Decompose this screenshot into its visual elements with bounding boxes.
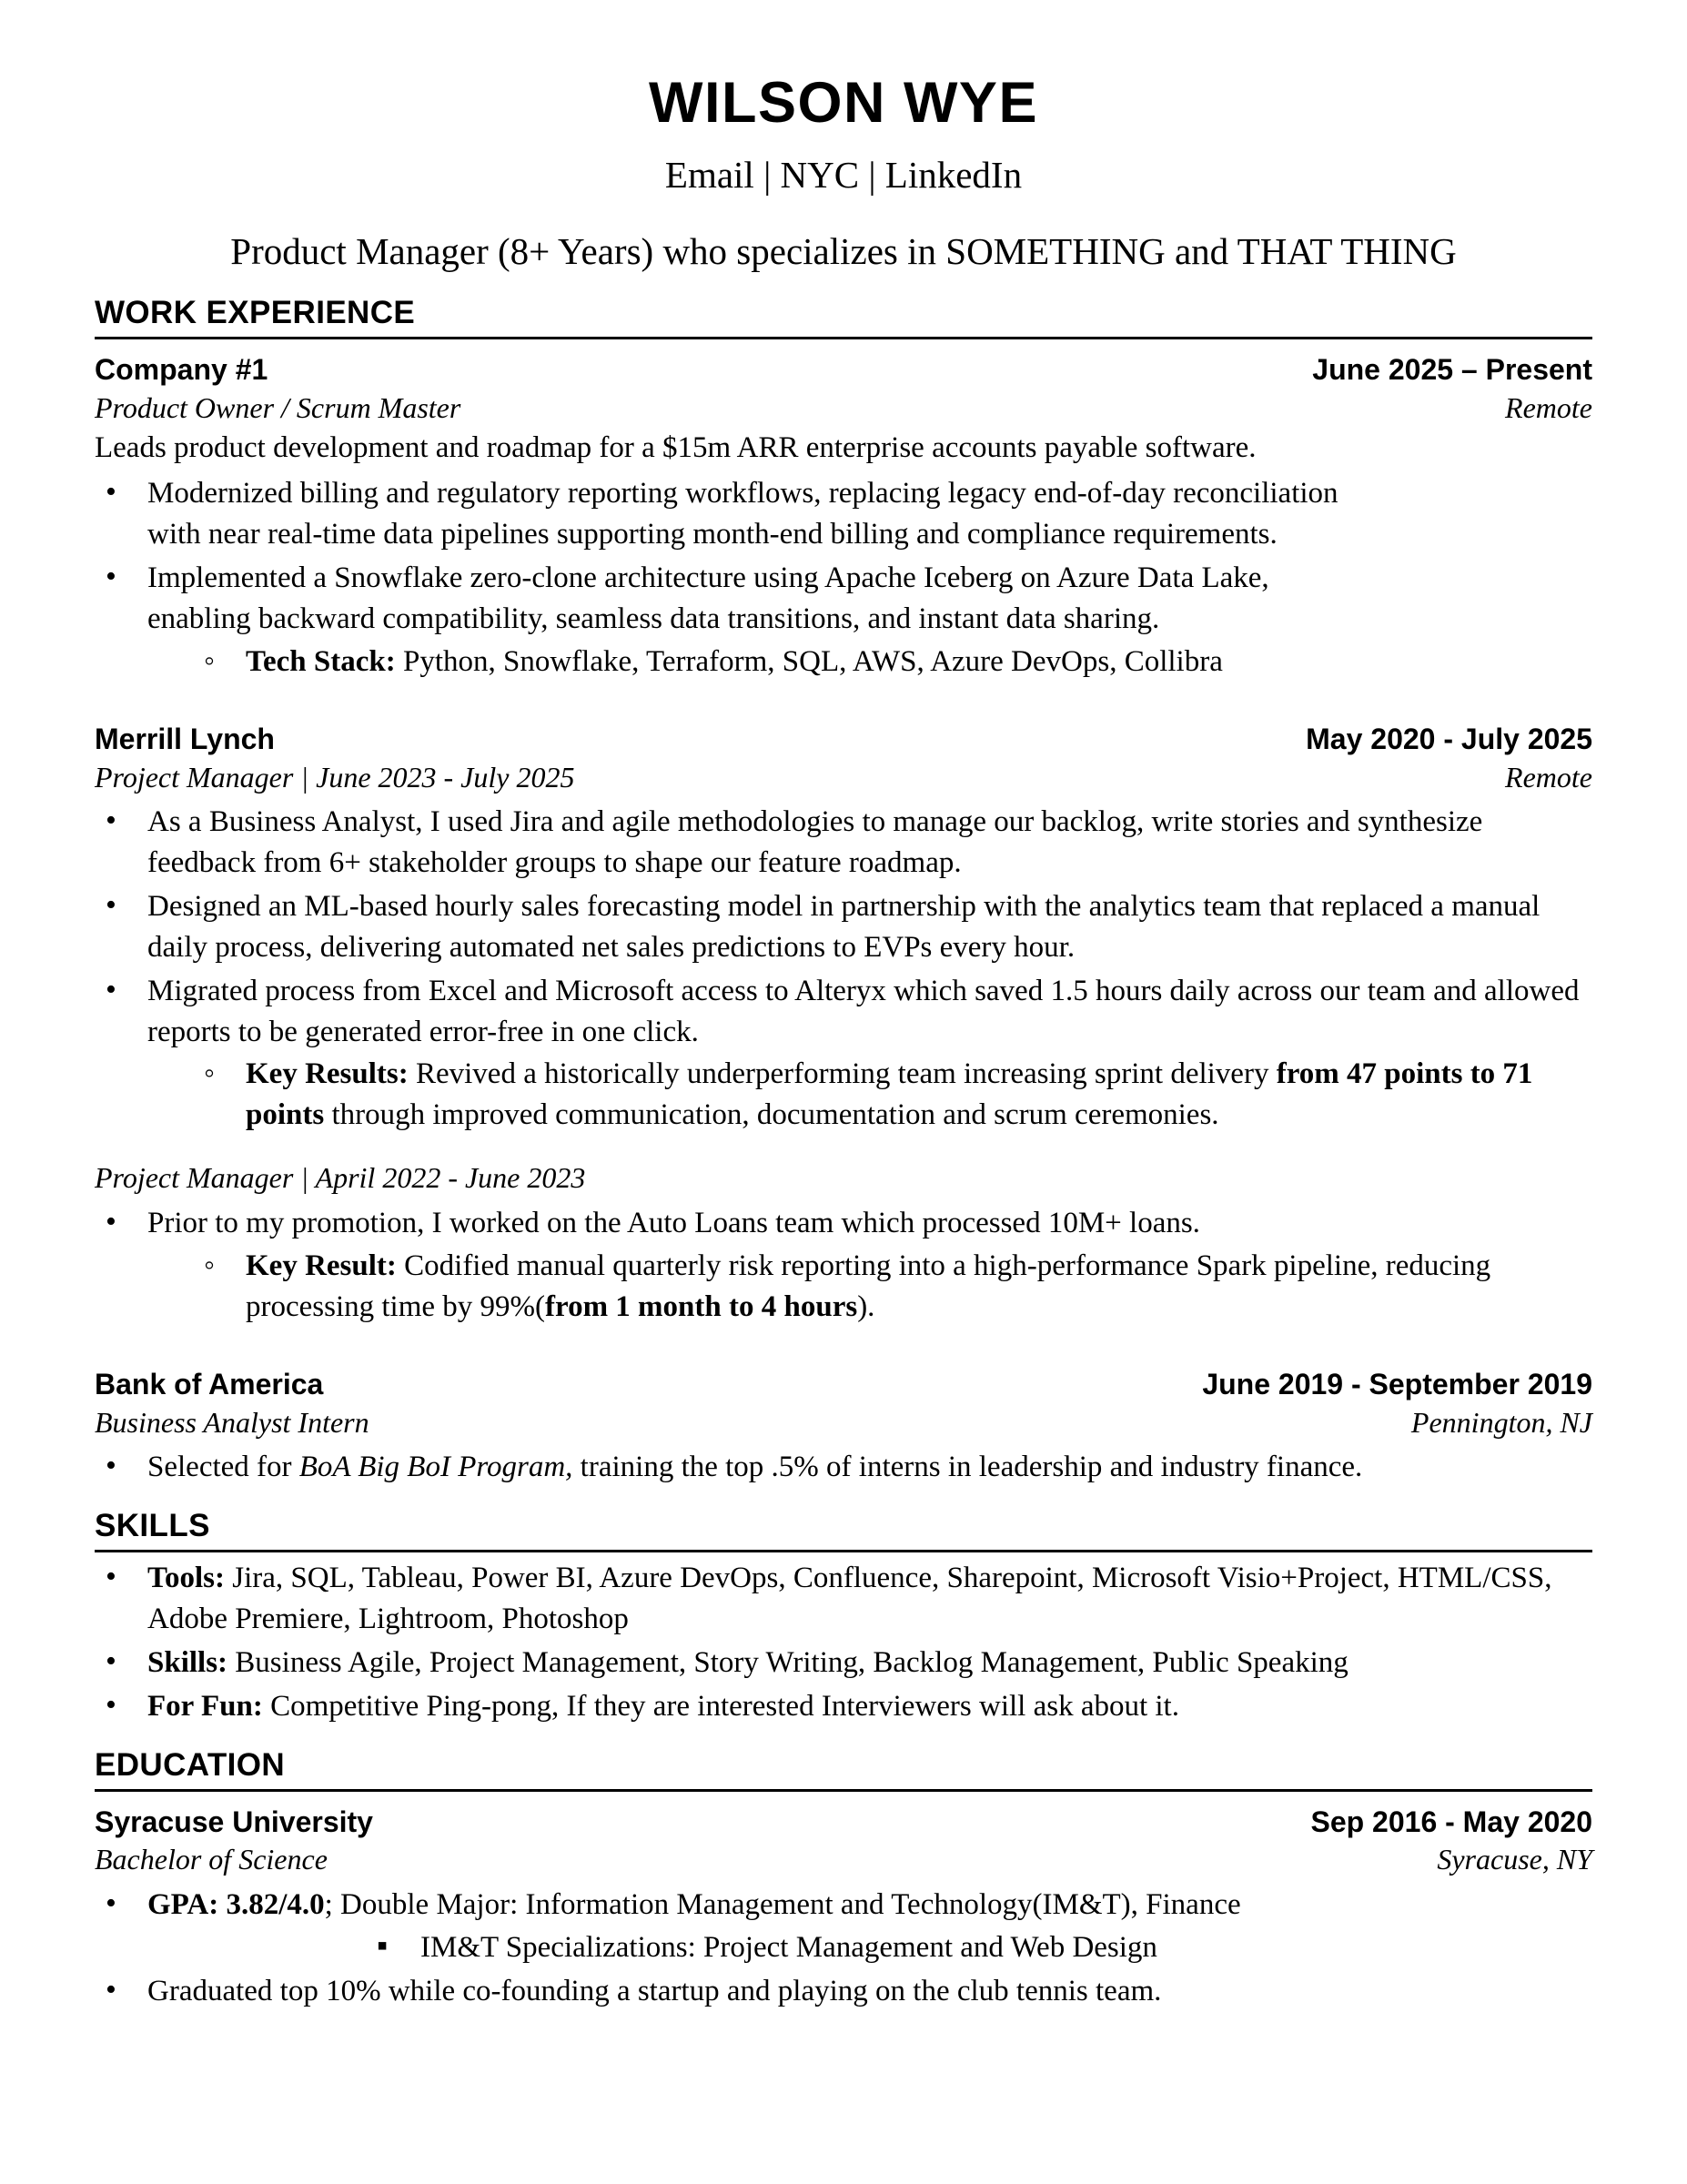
list-item: [95, 473, 1592, 555]
gpa-label: GPA: 3.82/4.0: [147, 1887, 325, 1921]
section-title-education: EDUCATION: [95, 1746, 286, 1783]
section-work-experience: [95, 295, 1592, 1488]
resume-header: [95, 73, 1592, 275]
bullet-text-line2: enabling backward compatibility, seamless data transitions, and instant data sharing.: [147, 602, 1160, 635]
employer-name: Merrill Lynch: [95, 723, 275, 756]
job-summary: Leads product development and roadmap for a $15m ARR enterprise accounts payable software.: [95, 431, 1257, 465]
bullet-text: Prior to my promotion, I worked on the Auto Loans team which processed 10M+ loans.: [147, 1206, 1200, 1239]
list-item: [95, 1643, 1592, 1684]
list-item: [147, 642, 1592, 682]
tools-value: Jira, SQL, Tableau, Power BI, Azure DevOps, Confluence, Sharepoint, Microsoft Visio+Project, HTML/CSS, Adobe Premiere, Lightroom, Photoshop: [147, 1562, 1552, 1636]
education-entry-syracuse: [95, 1803, 1592, 2011]
section-education: [95, 1747, 1592, 2012]
job-bullet-list: [95, 473, 1592, 682]
employment-period: June 2019 - September 2019: [1202, 1368, 1592, 1401]
program-name: BoA Big BoI Program,: [298, 1451, 573, 1484]
list-item: [147, 1054, 1592, 1136]
section-title-work-experience: WORK EXPERIENCE: [95, 295, 416, 331]
bullet-text-part1: Selected for: [147, 1451, 299, 1484]
key-result-highlight: from 1 month to 4 hours: [545, 1289, 858, 1323]
key-result-label: Key Result:: [246, 1249, 397, 1282]
for-fun-value: Competitive Ping-pong, If they are interested Interviewers will ask about it.: [270, 1690, 1179, 1723]
skills-value: Business Agile, Project Management, Story Writing, Backlog Management, Public Speaking: [235, 1646, 1349, 1680]
job-title: Product Owner / Scrum Master: [95, 390, 461, 424]
job-location: Remote: [1505, 390, 1592, 424]
job-bullet-list: [95, 802, 1592, 1136]
job-sub-bullet-list: [147, 1246, 1592, 1328]
education-bullet-list: [95, 1885, 1592, 2012]
job-entry-company1: [95, 350, 1592, 682]
for-fun-label: For Fun:: [147, 1690, 263, 1723]
education-period: Sep 2016 - May 2020: [1310, 1805, 1592, 1839]
major-text: ; Double Major: Information Management and Technology(IM&T), Finance: [324, 1887, 1241, 1921]
job-bullet-list-previous-role: [95, 1203, 1592, 1328]
skills-label: Skills:: [147, 1646, 228, 1680]
section-title-skills: SKILLS: [95, 1508, 210, 1544]
list-item: [95, 971, 1592, 1137]
employment-period: June 2025 – Present: [1312, 353, 1592, 387]
list-item: [95, 1203, 1592, 1328]
list-item: ▪ IM&T Specializations: Project Management and Web Design: [147, 1927, 1592, 1968]
education-subheader-row: [95, 1841, 1592, 1879]
contact-line: Email | NYC | LinkedIn: [664, 153, 1023, 196]
key-results-text-part2: through improved communication, documentation and scrum ceremonies.: [324, 1098, 1219, 1132]
tech-stack-value: Python, Snowflake, Terraform, SQL, AWS, Azure DevOps, Collibra: [402, 644, 1223, 678]
bullet-text-line1: Modernized billing and regulatory reporting workflows, replacing legacy end-of-day reconciliation: [147, 477, 1338, 510]
bullet-text-line1: Implemented a Snowflake zero-clone architecture using Apache Iceberg on Azure Data Lake,: [147, 561, 1269, 594]
key-result-text-part2: ).: [857, 1289, 875, 1323]
job-location: Remote: [1505, 760, 1592, 794]
job-subheader-row: [95, 759, 1592, 797]
spacer: [95, 1327, 1592, 1354]
job-sub-bullet-list: [147, 1054, 1592, 1136]
job-title: Business Analyst Intern: [95, 1405, 369, 1439]
spacer: [95, 682, 1592, 709]
key-results-label: Key Results:: [246, 1057, 409, 1091]
key-result-text-part1: Codified manual quarterly risk reporting into a high-performance Spark pipeline, reducing processing time by 99%(: [246, 1249, 1491, 1323]
list-item: [95, 1885, 1592, 1968]
job-location: Pennington, NJ: [1410, 1405, 1592, 1439]
job-entry-merrill-lynch: [95, 720, 1592, 1327]
bullet-text-line2: with near real-time data pipelines supporting month-end billing and compliance requirements.: [147, 517, 1278, 551]
list-item: [95, 558, 1592, 682]
degree-name: Bachelor of Science: [95, 1843, 328, 1876]
job-title: Project Manager | June 2023 - July 2025: [95, 760, 575, 794]
section-divider-education: [95, 1789, 1592, 1792]
job-header-row: [95, 720, 1592, 758]
job-subheader-row: [95, 389, 1592, 428]
employment-period: May 2020 - July 2025: [1306, 723, 1592, 756]
school-name: Syracuse University: [95, 1805, 373, 1839]
list-item: • Designed an ML-based hourly sales forecasting model in partnership with the analytics team that replaced a manual daily process, delivering automated net sales predictions to EVPs every hour.: [95, 886, 1592, 968]
list-item: [95, 1447, 1592, 1488]
section-skills: [95, 1508, 1592, 1727]
list-item: • Graduated top 10% while co-founding a startup and playing on the club tennis team.: [95, 1971, 1592, 2012]
job-subtitle-previous-role: Project Manager | April 2022 - June 2023: [95, 1161, 586, 1195]
employer-name: Company #1: [95, 353, 268, 387]
professional-tagline: Product Manager (8+ Years) who specializes in SOMETHING and THAT THING: [230, 229, 1457, 272]
list-item: [147, 1246, 1592, 1328]
employer-name: Bank of America: [95, 1368, 324, 1401]
section-divider-work: [95, 337, 1592, 339]
tech-stack-label: Tech Stack:: [246, 644, 396, 678]
school-location: Syracuse, NY: [1437, 1843, 1592, 1876]
tools-label: Tools:: [147, 1562, 225, 1595]
job-entry-bank-of-america: [95, 1365, 1592, 1488]
job-subheader-row: [95, 1404, 1592, 1442]
candidate-name: WILSON WYE: [649, 71, 1038, 135]
list-item: • As a Business Analyst, I used Jira and agile methodologies to manage our backlog, write stories and synthesize feedback from 6+ stakeholder groups to shape our feature roadmap.: [95, 802, 1592, 884]
job-bullet-list: [95, 1447, 1592, 1488]
list-item: [95, 1558, 1592, 1640]
education-sub-bullet-list: [147, 1927, 1592, 1968]
job-header-row: [95, 350, 1592, 389]
key-results-text-part1: Revived a historically underperforming team increasing sprint delivery: [415, 1057, 1277, 1091]
job-sub-bullet-list: [147, 642, 1592, 682]
key-results-highlight: from 47 points to 71 points: [246, 1057, 1533, 1132]
section-divider-skills: [95, 1550, 1592, 1552]
skills-bullet-list: [95, 1558, 1592, 1727]
list-item: [95, 1686, 1592, 1727]
bullet-text-part2: training the top .5% of interns in leadership and industry finance.: [572, 1451, 1363, 1484]
job-header-row: [95, 1365, 1592, 1403]
education-header-row: [95, 1803, 1592, 1841]
bullet-text: Migrated process from Excel and Microsoft access to Alteryx which saved 1.5 hours daily across our team and allowed reports to be generated error-free in one click.: [147, 974, 1580, 1048]
